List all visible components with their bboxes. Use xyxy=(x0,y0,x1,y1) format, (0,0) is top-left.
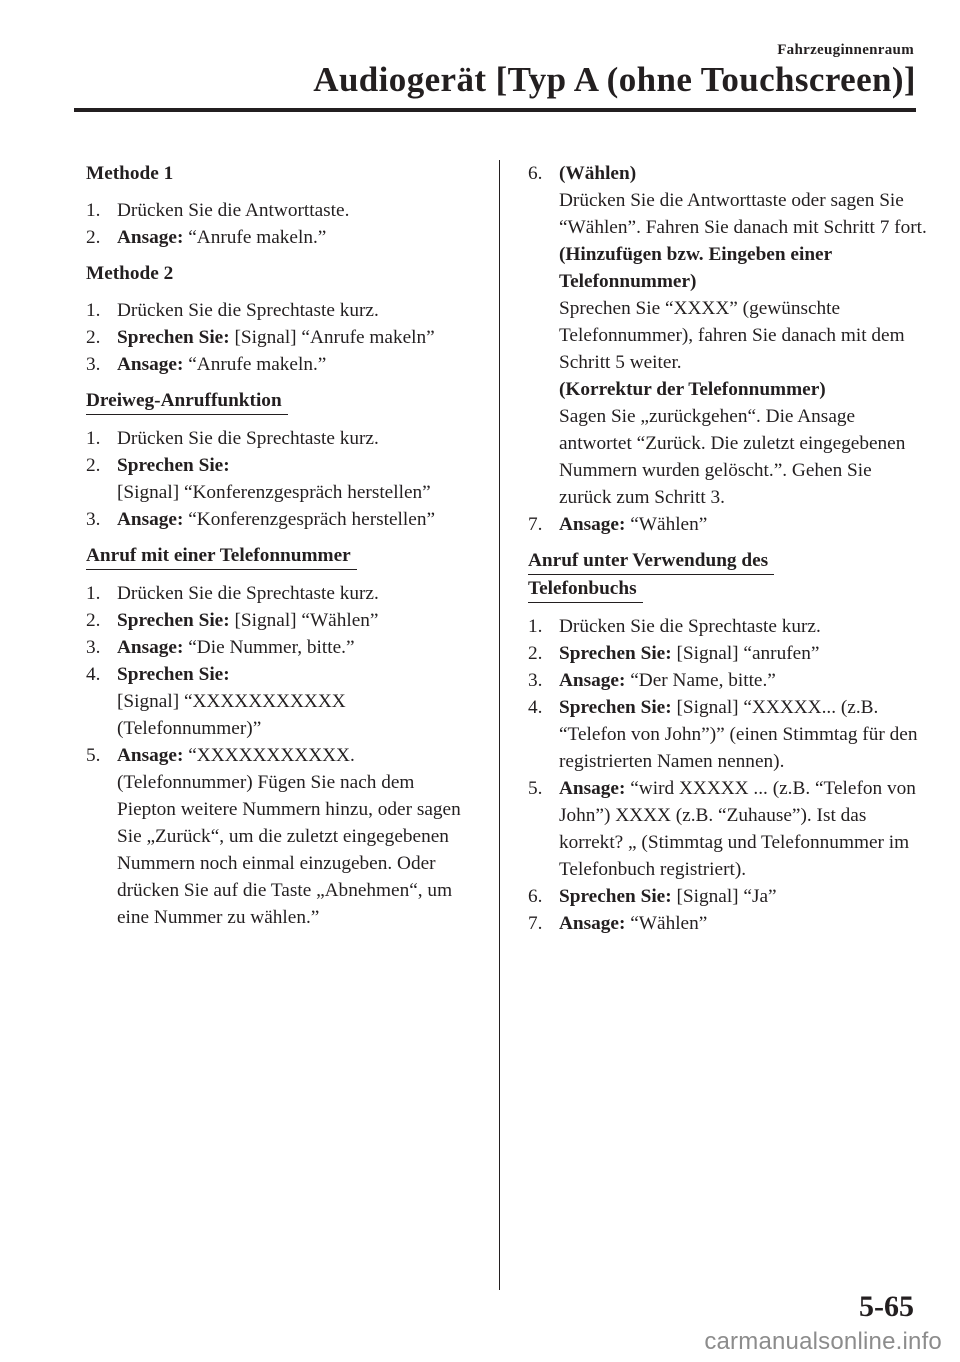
step-text: “Anrufe makeln.” xyxy=(188,227,327,248)
step-number: 2. xyxy=(86,327,101,348)
step-number: 2. xyxy=(86,227,101,248)
step-label: Ansage: xyxy=(559,913,626,934)
step-label: Sprechen Sie: xyxy=(117,664,230,685)
step-text: Drücken Sie die Sprechtaste kurz. xyxy=(117,300,379,321)
list-item xyxy=(86,506,478,533)
step-text: “Die Nummer, bitte.” xyxy=(188,637,355,658)
step-text: “Anrufe makeln.” xyxy=(188,354,327,375)
step-number: 2. xyxy=(86,610,101,631)
right-column xyxy=(528,160,928,946)
step-text: “Der Name, bitte.” xyxy=(630,670,776,691)
list-item xyxy=(86,425,478,452)
step-text: “XXXXXXXXXXX. (Telefonnummer) Fügen Sie nach dem Piepton weitere Nummern hinzu, oder sagen Sie „Zurück“, um die zuletzt eingegebenen Nummern noch einmal einzugeben. Oder drücken Sie auf die Taste „Abnehmen“, um eine Nummer zu wählen.” xyxy=(117,745,461,928)
list-item xyxy=(86,742,478,931)
phone-number-call-steps xyxy=(86,580,478,931)
page-number: 5-65 xyxy=(859,1290,914,1323)
list-item xyxy=(528,694,928,775)
step-number: 3. xyxy=(528,670,543,691)
step-text: [Signal] “anrufen” xyxy=(676,643,820,664)
section-name: Fahrzeuginnenraum xyxy=(777,42,914,58)
step-label: Sprechen Sie: xyxy=(559,697,672,718)
step-text: “Wählen” xyxy=(630,514,708,535)
step-label: Sprechen Sie: xyxy=(117,327,230,348)
step-number: 2. xyxy=(528,643,543,664)
step-number: 6. xyxy=(528,886,543,907)
step-label: Ansage: xyxy=(117,354,184,375)
step-text: [Signal] “XXXXX... (z.B. “Telefon von John”)” (einen Stimmtag für den registrierten Namen nennen). xyxy=(559,697,918,772)
phone-number-call-heading: Anruf mit einer Telefonnummer xyxy=(86,542,357,570)
step-number: 4. xyxy=(528,697,543,718)
step-label: Ansage: xyxy=(117,227,184,248)
step-number: 5. xyxy=(86,745,101,766)
step-text: Sagen Sie „zurückgehen“. Die Ansage antwortet “Zurück. Die zuletzt eingegebenen Nummern wurden gelöscht.”. Gehen Sie zurück zum Schritt 3. xyxy=(559,406,906,508)
list-item xyxy=(528,511,928,538)
step-number: 3. xyxy=(86,354,101,375)
step-number: 3. xyxy=(86,637,101,658)
step-text: Drücken Sie die Antworttaste oder sagen Sie “Wählen”. Fahren Sie danach mit Schritt 7 fort. xyxy=(559,190,927,238)
list-item xyxy=(86,452,478,506)
method-1-heading: Methode 1 xyxy=(86,163,174,184)
three-way-call-heading: Dreiweg-Anruffunktion xyxy=(86,387,288,415)
step-text: Sprechen Sie “XXXX” (gewünschte Telefonnummer), fahren Sie danach mit dem Schritt 5 weiter. xyxy=(559,298,905,373)
list-item xyxy=(86,661,478,742)
list-item xyxy=(528,667,928,694)
page-title: Audiogerät [Typ A (ohne Touchscreen)] xyxy=(313,60,916,99)
step-label: Sprechen Sie: xyxy=(559,643,672,664)
step-text: [Signal] “Anrufe makeln” xyxy=(234,327,435,348)
step-label: Ansage: xyxy=(117,509,184,530)
step-number: 7. xyxy=(528,514,543,535)
step-text: [Signal] “Ja” xyxy=(676,886,777,907)
phonebook-call-heading-line-2: Telefonbuchs xyxy=(528,575,643,603)
step-number: 1. xyxy=(86,583,101,604)
step-number: 5. xyxy=(528,778,543,799)
list-item xyxy=(528,775,928,883)
list-item xyxy=(528,640,928,667)
step-number: 3. xyxy=(86,509,101,530)
list-item xyxy=(528,613,928,640)
list-item xyxy=(86,197,478,224)
list-item xyxy=(86,607,478,634)
phonebook-call-heading: Anruf unter Verwendung des xyxy=(528,547,774,575)
step-text: Drücken Sie die Sprechtaste kurz. xyxy=(117,428,379,449)
step-number: 1. xyxy=(86,300,101,321)
step-number: 1. xyxy=(528,616,543,637)
list-item xyxy=(86,324,478,351)
step-subheading: (Hinzufügen bzw. Eingeben einer Telefonnummer) xyxy=(559,244,832,292)
list-item xyxy=(528,883,928,910)
step-text: “wird XXXXX ... (z.B. “Telefon von John”) XXXX (z.B. “Zuhause”). Ist das korrekt? „ (Stimmtag und Telefonnummer im Telefonbuch registriert). xyxy=(559,778,916,880)
step-text: Drücken Sie die Sprechtaste kurz. xyxy=(559,616,821,637)
step-label: Ansage: xyxy=(559,778,626,799)
method-2-steps xyxy=(86,297,478,378)
step-text: [Signal] “Wählen” xyxy=(234,610,379,631)
step-text: Drücken Sie die Antworttaste. xyxy=(117,200,350,221)
list-item xyxy=(528,910,928,937)
header-rule xyxy=(74,108,916,112)
step-number: 1. xyxy=(86,428,101,449)
step-label: Ansage: xyxy=(559,514,626,535)
step-label: Sprechen Sie: xyxy=(117,610,230,631)
step-number: 4. xyxy=(86,664,101,685)
method-1-steps xyxy=(86,197,478,251)
step-subheading: (Korrektur der Telefonnummer) xyxy=(559,379,826,400)
left-column xyxy=(86,160,478,940)
phonebook-call-steps xyxy=(528,613,928,937)
step-text: “Konferenzgespräch herstellen” xyxy=(188,509,436,530)
list-item xyxy=(86,634,478,661)
step-text: Drücken Sie die Sprechtaste kurz. xyxy=(117,583,379,604)
watermark: carmanualsonline.info xyxy=(704,1328,942,1355)
phone-number-call-steps-continued xyxy=(528,160,928,538)
list-item xyxy=(86,351,478,378)
method-2-heading: Methode 2 xyxy=(86,263,174,284)
column-divider xyxy=(499,160,500,1290)
step-number: 2. xyxy=(86,455,101,476)
step-number: 1. xyxy=(86,200,101,221)
step-text: [Signal] “XXXXXXXXXXX (Telefonnummer)” xyxy=(117,691,346,739)
step-label: Ansage: xyxy=(117,745,184,766)
step-number: 7. xyxy=(528,913,543,934)
step-text: “Wählen” xyxy=(630,913,708,934)
step-label: (Wählen) xyxy=(559,163,637,184)
list-item xyxy=(86,297,478,324)
list-item xyxy=(86,224,478,251)
list-item xyxy=(528,160,928,511)
step-label: Ansage: xyxy=(117,637,184,658)
three-way-call-steps xyxy=(86,425,478,533)
step-label: Sprechen Sie: xyxy=(117,455,230,476)
step-number: 6. xyxy=(528,163,543,184)
step-label: Sprechen Sie: xyxy=(559,886,672,907)
list-item xyxy=(86,580,478,607)
step-label: Ansage: xyxy=(559,670,626,691)
step-text: [Signal] “Konferenzgespräch herstellen” xyxy=(117,482,431,503)
